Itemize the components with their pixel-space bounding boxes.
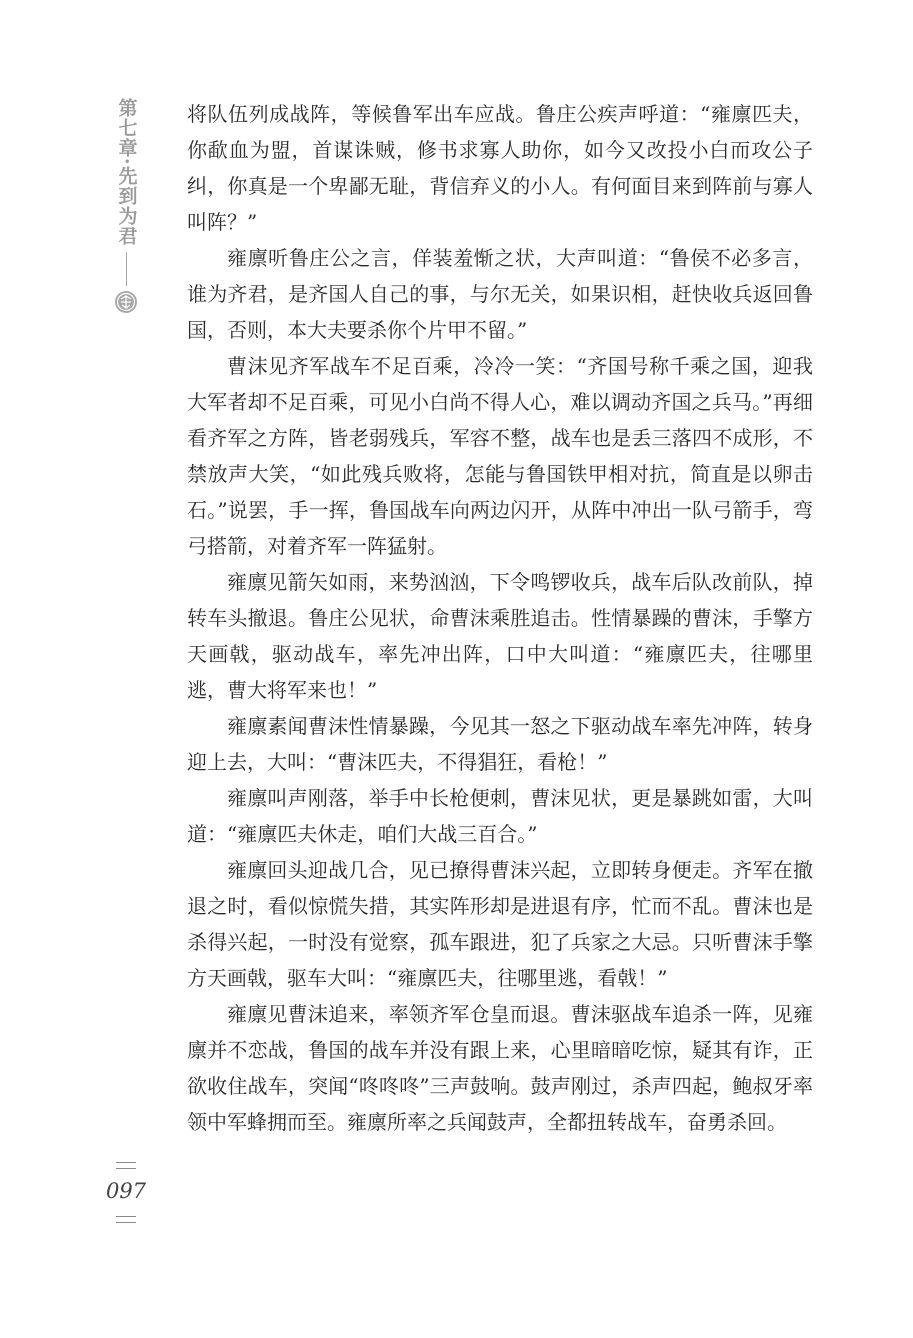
chapter-header bbox=[108, 98, 144, 314]
paragraph: 曹沫见齐军战车不足百乘，冷冷一笑：“齐国号称千乘之国，迎我大军者却不足百乘，可见小白尚不得人心，难以调动齐国之兵马。”再细看齐军之方阵，皆老弱残兵，军容不整，战车也是丢三落四不成形，不禁放声大笑，“如此残兵败将，怎能与鲁国铁甲相对抗，简直是以卵击石。”说罢，手一挥，鲁国战车向两边闪开，从阵中冲出一队弓箭手，弯弓搭箭，对着齐军一阵猛射。 bbox=[187, 354, 813, 558]
body-text bbox=[187, 96, 813, 1140]
page-number-rule-top bbox=[116, 1162, 136, 1169]
page-number-block bbox=[105, 1162, 147, 1223]
paragraph: 雍廪叫声刚落，举手中长枪便刺，曹沫见状，更是暴跳如雷，大叫道：“雍廪匹夫休走，咱们大战三百合。” bbox=[187, 786, 813, 846]
chapter-divider-line bbox=[126, 252, 127, 286]
chapter-title: 第七章·先到为君 bbox=[115, 98, 138, 246]
paragraph: 雍廪素闻曹沫性情暴躁，今见其一怒之下驱动战车率先冲阵，转身迎上去，大叫：“曹沫匹夫，不得猖狂，看枪！” bbox=[187, 714, 813, 774]
page-number-rule-bottom bbox=[116, 1216, 136, 1223]
paragraph: 雍廪见曹沫追来，率领齐军仓皇而退。曹沫驱战车追杀一阵，见雍廪并不恋战，鲁国的战车并没有跟上来，心里暗暗吃惊，疑其有诈，正欲收住战车，突闻“咚咚咚”三声鼓响。鼓声刚过，杀声四起，鲍叔牙率领中军蜂拥而至。雍廪所率之兵闻鼓声，全都扭转战车，奋勇杀回。 bbox=[187, 1002, 813, 1134]
chapter-emblem-icon bbox=[114, 290, 138, 314]
paragraph: 雍廪听鲁庄公之言，佯装羞惭之状，大声叫道：“鲁侯不必多言，谁为齐君，是齐国人自己的事，与尔无关，如果识相，赶快收兵返回鲁国，否则，本大夫要杀你个片甲不留。” bbox=[187, 246, 813, 342]
paragraph: 雍廪见箭矢如雨，来势汹汹，下令鸣锣收兵，战车后队改前队，掉转车头撤退。鲁庄公见状，命曹沫乘胜追击。性情暴躁的曹沫，手擎方天画戟，驱动战车，率先冲出阵，口中大叫道：“雍廪匹夫，往哪里逃，曹大将军来也！” bbox=[187, 570, 813, 702]
page-number: 097 bbox=[105, 1179, 147, 1203]
paragraph: 将队伍列成战阵，等候鲁军出车应战。鲁庄公疾声呼道：“雍廪匹夫，你歃血为盟，首谋诛贼，修书求寡人助你，如今又改投小白而攻公子纠，你真是一个卑鄙无耻，背信弃义的小人。有何面目来到阵前与寡人叫阵？” bbox=[187, 102, 813, 234]
paragraph: 雍廪回头迎战几合，见已撩得曹沫兴起，立即转身便走。齐军在撤退之时，看似惊慌失措，其实阵形却是进退有序，忙而不乱。曹沫也是杀得兴起，一时没有觉察，孤车跟进，犯了兵家之大忌。只听曹沫手擎方天画戟，驱车大叫：“雍廪匹夫，往哪里逃，看戟！” bbox=[187, 858, 813, 990]
